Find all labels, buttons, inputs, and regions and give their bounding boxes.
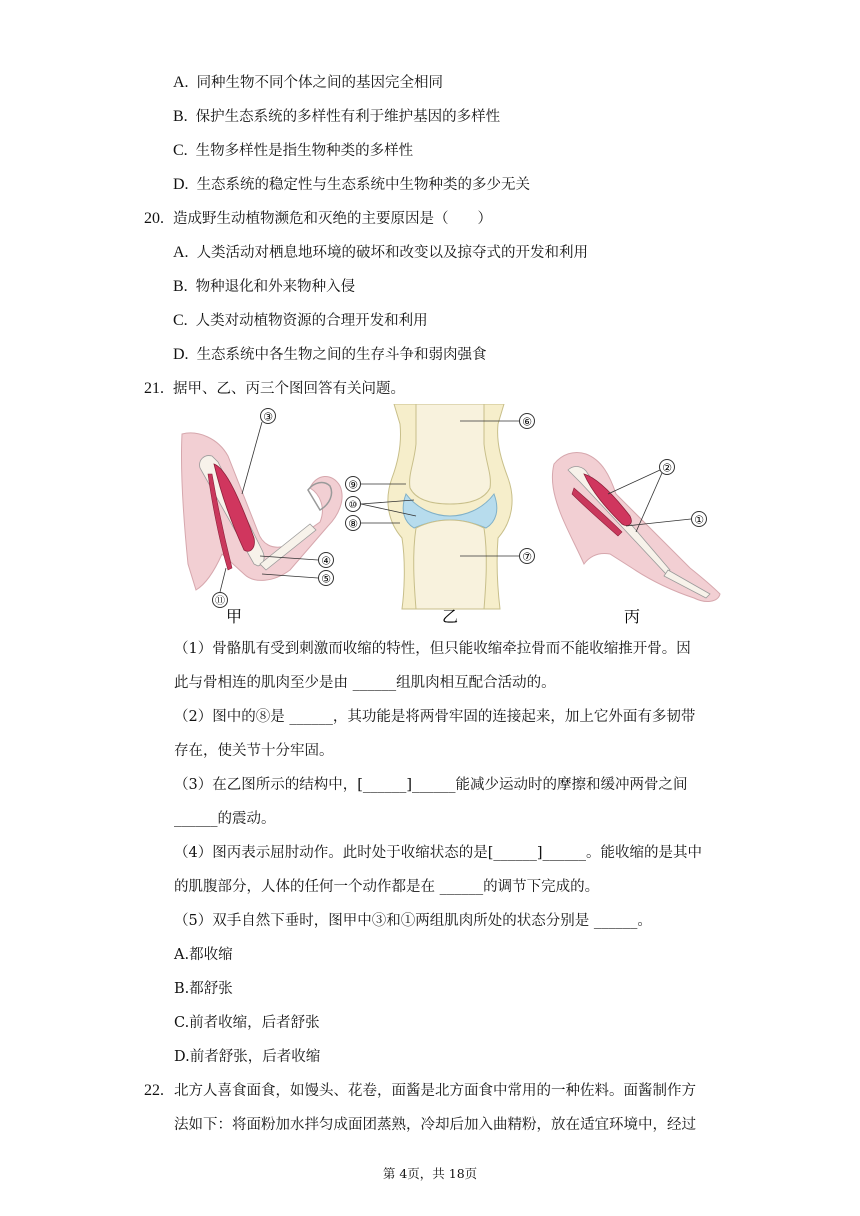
label-jia-11: ⑪ [215, 596, 225, 607]
figure-yi [346, 404, 535, 626]
q21-number: 21. [144, 380, 164, 397]
label-yi-10: ⑩ [348, 500, 358, 511]
q20-option-d: D. 生态系统中各生物之间的生存斗争和弱肉强食 [173, 346, 487, 363]
q21-choice-d: D.前者舒张，后者收缩 [174, 1049, 321, 1065]
q19-option-c: C. 生物多样性是指生物种类的多样性 [173, 142, 414, 159]
q20-option-a: A. 人类活动对栖息地环境的破坏和改变以及掠夺式的开发和利用 [173, 244, 589, 261]
figure-bing [552, 452, 720, 626]
q21-line-8: 的肌腹部分，人体的任何一个动作都是在 ______的调节下完成的。 [174, 879, 600, 895]
label-yi-6: ⑥ [522, 415, 532, 429]
q21-line-9: （5）双手自然下垂时，图甲中③和①两组肌肉所处的状态分别是 ______。 [174, 913, 652, 929]
q22-number: 22. [144, 1082, 164, 1099]
page-footer: 第 4页，共 18页 [382, 1166, 478, 1181]
label-yi-8: ⑧ [348, 517, 358, 531]
caption-bing: 丙 [623, 607, 641, 626]
q21-stem: 据甲、乙、丙三个图回答有关问题。 [173, 381, 405, 397]
label-bing-1: ① [694, 513, 704, 527]
muscle-joint-figure [170, 404, 730, 630]
q20-stem: 造成野生动植物濒危和灭绝的主要原因是（ ） [173, 211, 492, 227]
q21-choice-c: C.前者收缩，后者舒张 [174, 1015, 320, 1031]
label-yi-9: ⑨ [348, 478, 358, 492]
label-yi-7: ⑦ [522, 550, 532, 564]
q19-option-b: B. 保护生态系统的多样性有利于维护基因的多样性 [173, 108, 501, 125]
q21-choice-a: A.都收缩 [174, 947, 233, 963]
q22-line-1: 北方人喜食面食，如馒头、花卷，面酱是北方面食中常用的一种佐料。面酱制作方 [174, 1083, 696, 1099]
q21-line-1: （1）骨骼肌有受到刺激而收缩的特性，但只能收缩牵拉骨而不能收缩推开骨。因 [174, 641, 691, 657]
q19-option-d: D. 生态系统的稳定性与生态系统中生物种类的多少无关 [173, 176, 531, 193]
q21-line-4: 存在，使关节十分牢固。 [174, 743, 334, 759]
label-jia-3: ③ [263, 410, 273, 424]
label-jia-5: ⑤ [321, 572, 331, 586]
q20-option-b: B. 物种退化和外来物种入侵 [173, 278, 356, 295]
q20-option-c: C. 人类对动植物资源的合理开发和利用 [173, 312, 428, 329]
q21-choice-b: B.都舒张 [174, 981, 233, 997]
q22-line-2: 法如下：将面粉加水拌匀成面团蒸熟，冷却后加入曲精粉，放在适宜环境中，经过 [174, 1117, 696, 1133]
label-bing-2: ② [662, 461, 672, 475]
q21-line-5: （3）在乙图所示的结构中，[______]______能减少运动时的摩擦和缓冲两骨之间 [174, 777, 688, 793]
q20-number: 20. [144, 210, 164, 227]
q21-line-3: （2）图中的⑧是 ______，其功能是将两骨牢固的连接起来，加上它外面有多韧带 [174, 709, 696, 725]
q21-line-7: （4）图丙表示屈肘动作。此时处于收缩状态的是[______]______。能收缩的是其中 [174, 845, 703, 861]
label-jia-4: ④ [321, 554, 331, 568]
q21-line-6: ______的震动。 [174, 811, 276, 827]
figure-jia [181, 409, 342, 627]
q19-option-a: A. 同种生物不同个体之间的基因完全相同 [173, 74, 444, 91]
caption-yi: 乙 [441, 607, 459, 626]
q21-line-2: 此与骨相连的肌肉至少是由 ______组肌肉相互配合活动的。 [174, 675, 556, 691]
caption-jia: 甲 [225, 607, 243, 626]
